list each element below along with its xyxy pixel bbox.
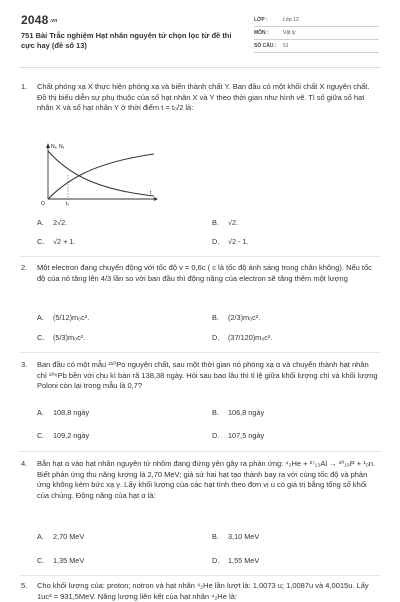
option-b[interactable] xyxy=(212,313,260,322)
option-letter: A. xyxy=(37,218,44,227)
option-text: 3,10 MeV xyxy=(228,532,260,541)
option-b[interactable] xyxy=(212,408,264,417)
option-letter: A. xyxy=(37,313,44,322)
option-c[interactable] xyxy=(37,431,89,440)
option-text: 2,70 MeV xyxy=(53,532,85,541)
question-number: 2. xyxy=(21,263,28,272)
option-letter: C. xyxy=(37,333,45,342)
option-d[interactable] xyxy=(212,431,264,440)
option-letter: C. xyxy=(37,237,45,246)
y-axis-label: Nₓ, Nᵧ xyxy=(51,144,65,150)
meta-subject xyxy=(254,27,379,40)
option-letter: B. xyxy=(212,313,219,322)
option-letter: D. xyxy=(212,237,220,246)
question-5 xyxy=(21,581,381,602)
option-text: (5/12)m₀c². xyxy=(53,313,90,322)
option-c[interactable] xyxy=(37,556,84,565)
option-letter: D. xyxy=(212,556,220,565)
option-letter: D. xyxy=(212,431,220,440)
option-d[interactable] xyxy=(212,333,272,342)
option-text: √2. xyxy=(228,218,239,227)
option-letter: C. xyxy=(37,556,45,565)
option-a[interactable] xyxy=(37,313,89,322)
option-text: 106,8 ngày xyxy=(228,408,265,417)
origin-label: O xyxy=(41,201,45,206)
meta-count-label: SỐ CÂU : xyxy=(254,43,277,49)
meta-subject-label: MÔN : xyxy=(254,30,269,36)
logo-text: 2048 xyxy=(21,13,49,27)
option-text: 2√2. xyxy=(53,218,68,227)
option-text: 108,8 ngày xyxy=(53,408,90,417)
question-divider xyxy=(19,451,381,452)
meta-class-label: LỚP : xyxy=(254,17,268,23)
y-axis-arrow xyxy=(46,143,50,148)
option-c[interactable] xyxy=(37,237,75,246)
meta-count-value: 51 xyxy=(283,43,289,49)
curve-x-decay xyxy=(48,151,154,196)
question-text: Cho khối lượng của: proton; notron và hạt nhân ⁴₂He lần lượt là: 1,0073 u; 1,0087u và 4,0015u. Lấy 1uc² = 931,5MeV. Năng lượng liên kết của hạt nhân ⁴₂He là: xyxy=(37,581,369,601)
option-text: (2/3)m₀c². xyxy=(228,313,261,322)
option-letter: B. xyxy=(212,408,219,417)
document-title: 751 Bài Trắc nghiệm Hạt nhân nguyên tử chọn lọc từ đề thi cực hay (đề số 13) xyxy=(21,31,232,50)
question-3 xyxy=(21,360,381,392)
question-divider xyxy=(19,256,381,257)
option-text: 1,55 MeV xyxy=(228,556,260,565)
option-text: √2 + 1. xyxy=(53,237,76,246)
option-text: (5/3)m₀c². xyxy=(53,333,86,342)
header-divider xyxy=(19,67,381,68)
x-axis-label: t xyxy=(150,190,152,196)
option-b[interactable] xyxy=(212,532,259,541)
option-a[interactable] xyxy=(37,532,84,541)
option-letter: A. xyxy=(37,532,44,541)
question-text: Ban đầu có một mẫu ²¹⁰Po nguyên chất, sau một thời gian nó phóng xạ α và chuyển thành hạt nhân chì ²⁰⁶Pb bền với chu kì bán rã 138,38 ngày. Hỏi sau bao lâu thì tỉ lệ giữa khối lượng chì và khối lượng Poloni còn lại trong mẫu là 0,7? xyxy=(37,360,378,390)
question-divider xyxy=(19,575,381,576)
option-text: 109,2 ngày xyxy=(53,431,90,440)
option-letter: B. xyxy=(212,218,219,227)
question-number: 1. xyxy=(21,82,28,91)
option-text: 1,35 MeV xyxy=(53,556,85,565)
option-a[interactable] xyxy=(37,218,67,227)
question-1 xyxy=(21,82,381,114)
site-logo[interactable] xyxy=(21,13,57,27)
meta-subject-value: Vật lý xyxy=(283,30,296,36)
logo-suffix: .vn xyxy=(49,17,58,24)
option-letter: C. xyxy=(37,431,45,440)
option-letter: B. xyxy=(212,532,219,541)
option-text: (37/120)m₀c². xyxy=(228,333,273,342)
question-divider xyxy=(19,352,381,353)
t0-label: t₀ xyxy=(66,201,70,206)
option-letter: A. xyxy=(37,408,44,417)
question-number: 5. xyxy=(21,581,28,590)
option-text: 107,5 ngày xyxy=(228,431,265,440)
x-axis-arrow xyxy=(154,197,158,201)
question-text: Bắn hạt α vào hạt nhân nguyên tử nhôm đang đứng yên gây ra phản ứng: ⁴₂He + ²⁷₁₃Al → ³⁰₁₅P + ¹₀n. Biết phản ứng thu năng lượng là 2,70 MeV; giả sử hai hạt tạo thành bay ra với cùng tốc độ và phản ứng không kèm bức xạ γ. Lấy khối lượng của các hạt tính theo đơn vị u có giá trị bằng tổng số khối của chúng. Động năng của hạt α là: xyxy=(37,459,376,500)
question-text: Một electron đang chuyển động với tốc độ v = 0,6c ( c là tốc độ ánh sáng trong chân không). Nếu tốc độ của nó tăng lên 4/3 lần so với ban đầu thì động năng của electron sẽ tăng thêm một lượng xyxy=(37,263,372,283)
option-a[interactable] xyxy=(37,408,89,417)
question-number: 3. xyxy=(21,360,28,369)
question-2 xyxy=(21,263,381,284)
option-d[interactable] xyxy=(212,237,249,246)
meta-count xyxy=(254,40,379,53)
option-letter: D. xyxy=(212,333,220,342)
option-text: √2 - 1. xyxy=(228,237,249,246)
option-d[interactable] xyxy=(212,556,259,565)
option-c[interactable] xyxy=(37,333,85,342)
meta-class xyxy=(254,14,379,27)
option-b[interactable] xyxy=(212,218,238,227)
decay-graph xyxy=(36,141,158,206)
question-text: Chất phóng xạ X thực hiện phóng xạ và biến thành chất Y. Ban đầu có một khối chất X nguyên chất. Đồ thị biểu diễn sự phụ thuộc của số hạt nhân X và Y theo thời gian như hình vẽ. Tỉ số giữa số hạt nhân X và số hạt nhân Y ở thời điểm t = t₀/2 là: xyxy=(37,82,370,112)
curve-y-growth xyxy=(48,154,154,199)
document-header xyxy=(0,0,400,60)
question-4 xyxy=(21,459,381,501)
question-number: 4. xyxy=(21,459,28,468)
meta-class-value: Lớp 12 xyxy=(283,17,299,23)
